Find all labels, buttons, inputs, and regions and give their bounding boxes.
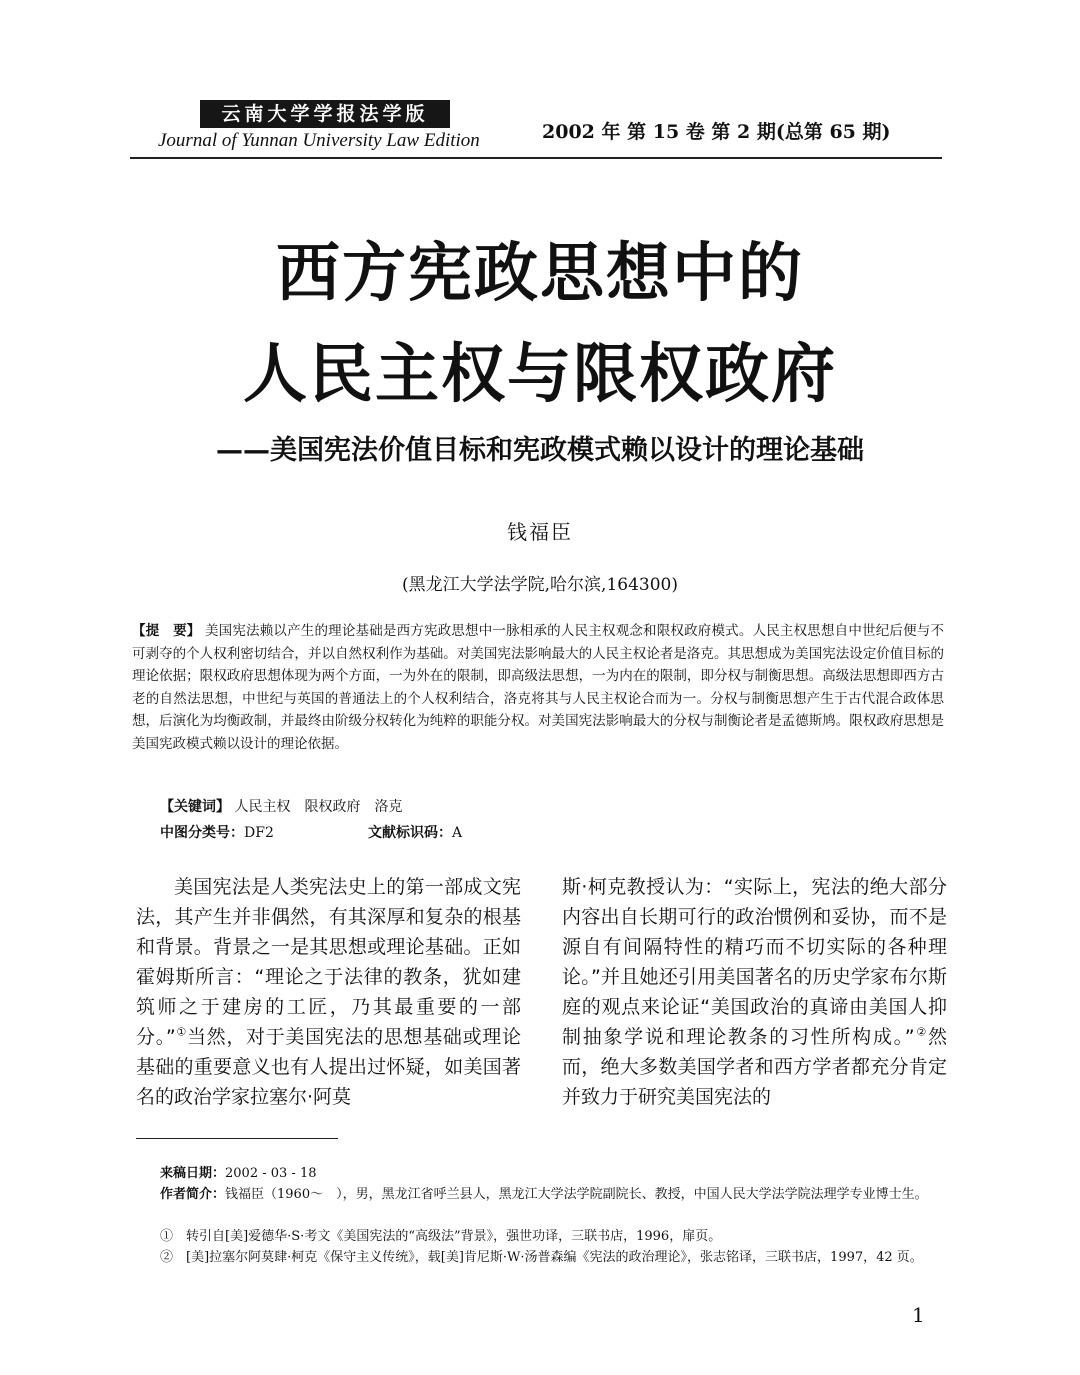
body-right-text-a: 斯·柯克教授认为：“实际上，宪法的绝大部分内容出自长期可行的政治惯例和妥协，而不是源自有间隔特性的精巧而不切实际的各种理论。”并且她还引用美国著名的历史学家布尔斯庭的观点来论证“美国政治的真谛由美国人抑制抽象学说和理论教条的习性所构成。” <box>562 876 947 1048</box>
keywords-text: 人民主权 限权政府 洛克 <box>234 799 403 815</box>
document-code <box>368 822 462 842</box>
footnote-2: ② [美]拉塞尔阿莫肆·柯克《保守主义传统》，载[美]肯尼斯·W·汤普森编《宪法的政治理论》，张志铭译，三联书店，1997，42 页。 <box>160 1250 923 1265</box>
abstract-text: 美国宪法赖以产生的理论基础是西方宪政思想中一脉相承的人民主权观念和限权政府模式。人民主权思想自中世纪后便与不可剥夺的个人权利密切结合，并以自然权利作为基础。对美国宪法影响最大的人民主权论者是洛克。其思想成为美国宪法设定价值目标的理论依据；限权政府思想体现为两个方面，一为外在的限制，即高级法思想，一为内在的限制，即分权与制衡思想。高级法思想即西方古老的自然法思想，中世纪与英国的普通法上的个人权利结合，洛克将其与人民主权论合而为一。分权与制衡思想产生于古代混合政体思想，后演化为均衡政制，并最终由阶级分权转化为纯粹的职能分权。对美国宪法影响最大的分权与制衡论者是孟德斯鸠。限权政府思想是美国宪政模式赖以设计的理论依据。 <box>132 623 944 752</box>
footnote-divider <box>136 1138 338 1139</box>
keywords <box>160 796 402 816</box>
author-affiliation: (黑龙江大学法学院,哈尔滨,164300) <box>402 575 678 595</box>
received-date-value: 2002 - 03 - 18 <box>225 1166 317 1181</box>
footnote-ref-1: ① <box>175 1025 187 1039</box>
author-bio-text: 钱福臣（1960～ ），男，黑龙江省呼兰县人，黑龙江大学法学院副院长、教授，中国人民大学法学院法理学专业博士生。 <box>225 1187 928 1202</box>
keywords-label: 【关键词】 <box>160 799 230 815</box>
journal-badge: 云南大学学报法学版 <box>200 100 450 128</box>
title-line-1: 西方宪政思想中的 <box>276 237 804 311</box>
received-date-label: 来稿日期： <box>160 1166 226 1181</box>
subtitle: ——美国宪法价值目标和宪政模式赖以设计的理论基础 <box>216 435 864 466</box>
footnote-ref-2: ② <box>914 1025 928 1039</box>
classification-value: DF2 <box>244 825 274 841</box>
body-left-text-a: 美国宪法是人类宪法史上的第一部成文宪法，其产生并非偶然，有其深厚和复杂的根基和背景。背景之一是其思想或理论基础。正如霍姆斯所言：“理论之于法律的教条，犹如建筑师之于建房的工匠，乃其最重要的一部分。” <box>136 876 521 1048</box>
document-code-value: A <box>452 825 463 841</box>
body-column-left <box>136 872 521 1112</box>
body-left-text-b: 当然，对于美国宪法的思想基础或理论基础的重要意义也有人提出过怀疑，如美国著名的政治学家拉塞尔·阿莫 <box>136 1026 521 1108</box>
body-column-right <box>562 872 947 1112</box>
received-date <box>160 1163 317 1184</box>
classification-label: 中图分类号： <box>160 825 244 841</box>
abstract <box>132 620 944 756</box>
page-number: 1 <box>912 1303 925 1327</box>
document-code-label: 文献标识码： <box>368 825 452 841</box>
classification-number <box>160 822 274 842</box>
title-line-2: 人民主权与限权政府 <box>243 338 837 412</box>
header-divider <box>130 157 942 159</box>
abstract-label: 【提 要】 <box>132 623 201 639</box>
body-right-text-b: 然而，绝大多数美国学者和西方学者都充分肯定并致力于研究美国宪法的 <box>562 1026 947 1108</box>
author-bio <box>136 1184 944 1205</box>
journal-english-name: Journal of Yunnan University Law Edition <box>158 130 480 151</box>
author-bio-label: 作者简介： <box>160 1187 226 1202</box>
issue-info: 2002 年 第 15 卷 第 2 期(总第 65 期) <box>542 121 891 143</box>
footnote-1: ① 转引自[美]爱德华·S·考文《美国宪法的“高级法”背景》，强世功译，三联书店，1996，扉页。 <box>160 1229 722 1244</box>
author-name: 钱福臣 <box>507 520 573 544</box>
